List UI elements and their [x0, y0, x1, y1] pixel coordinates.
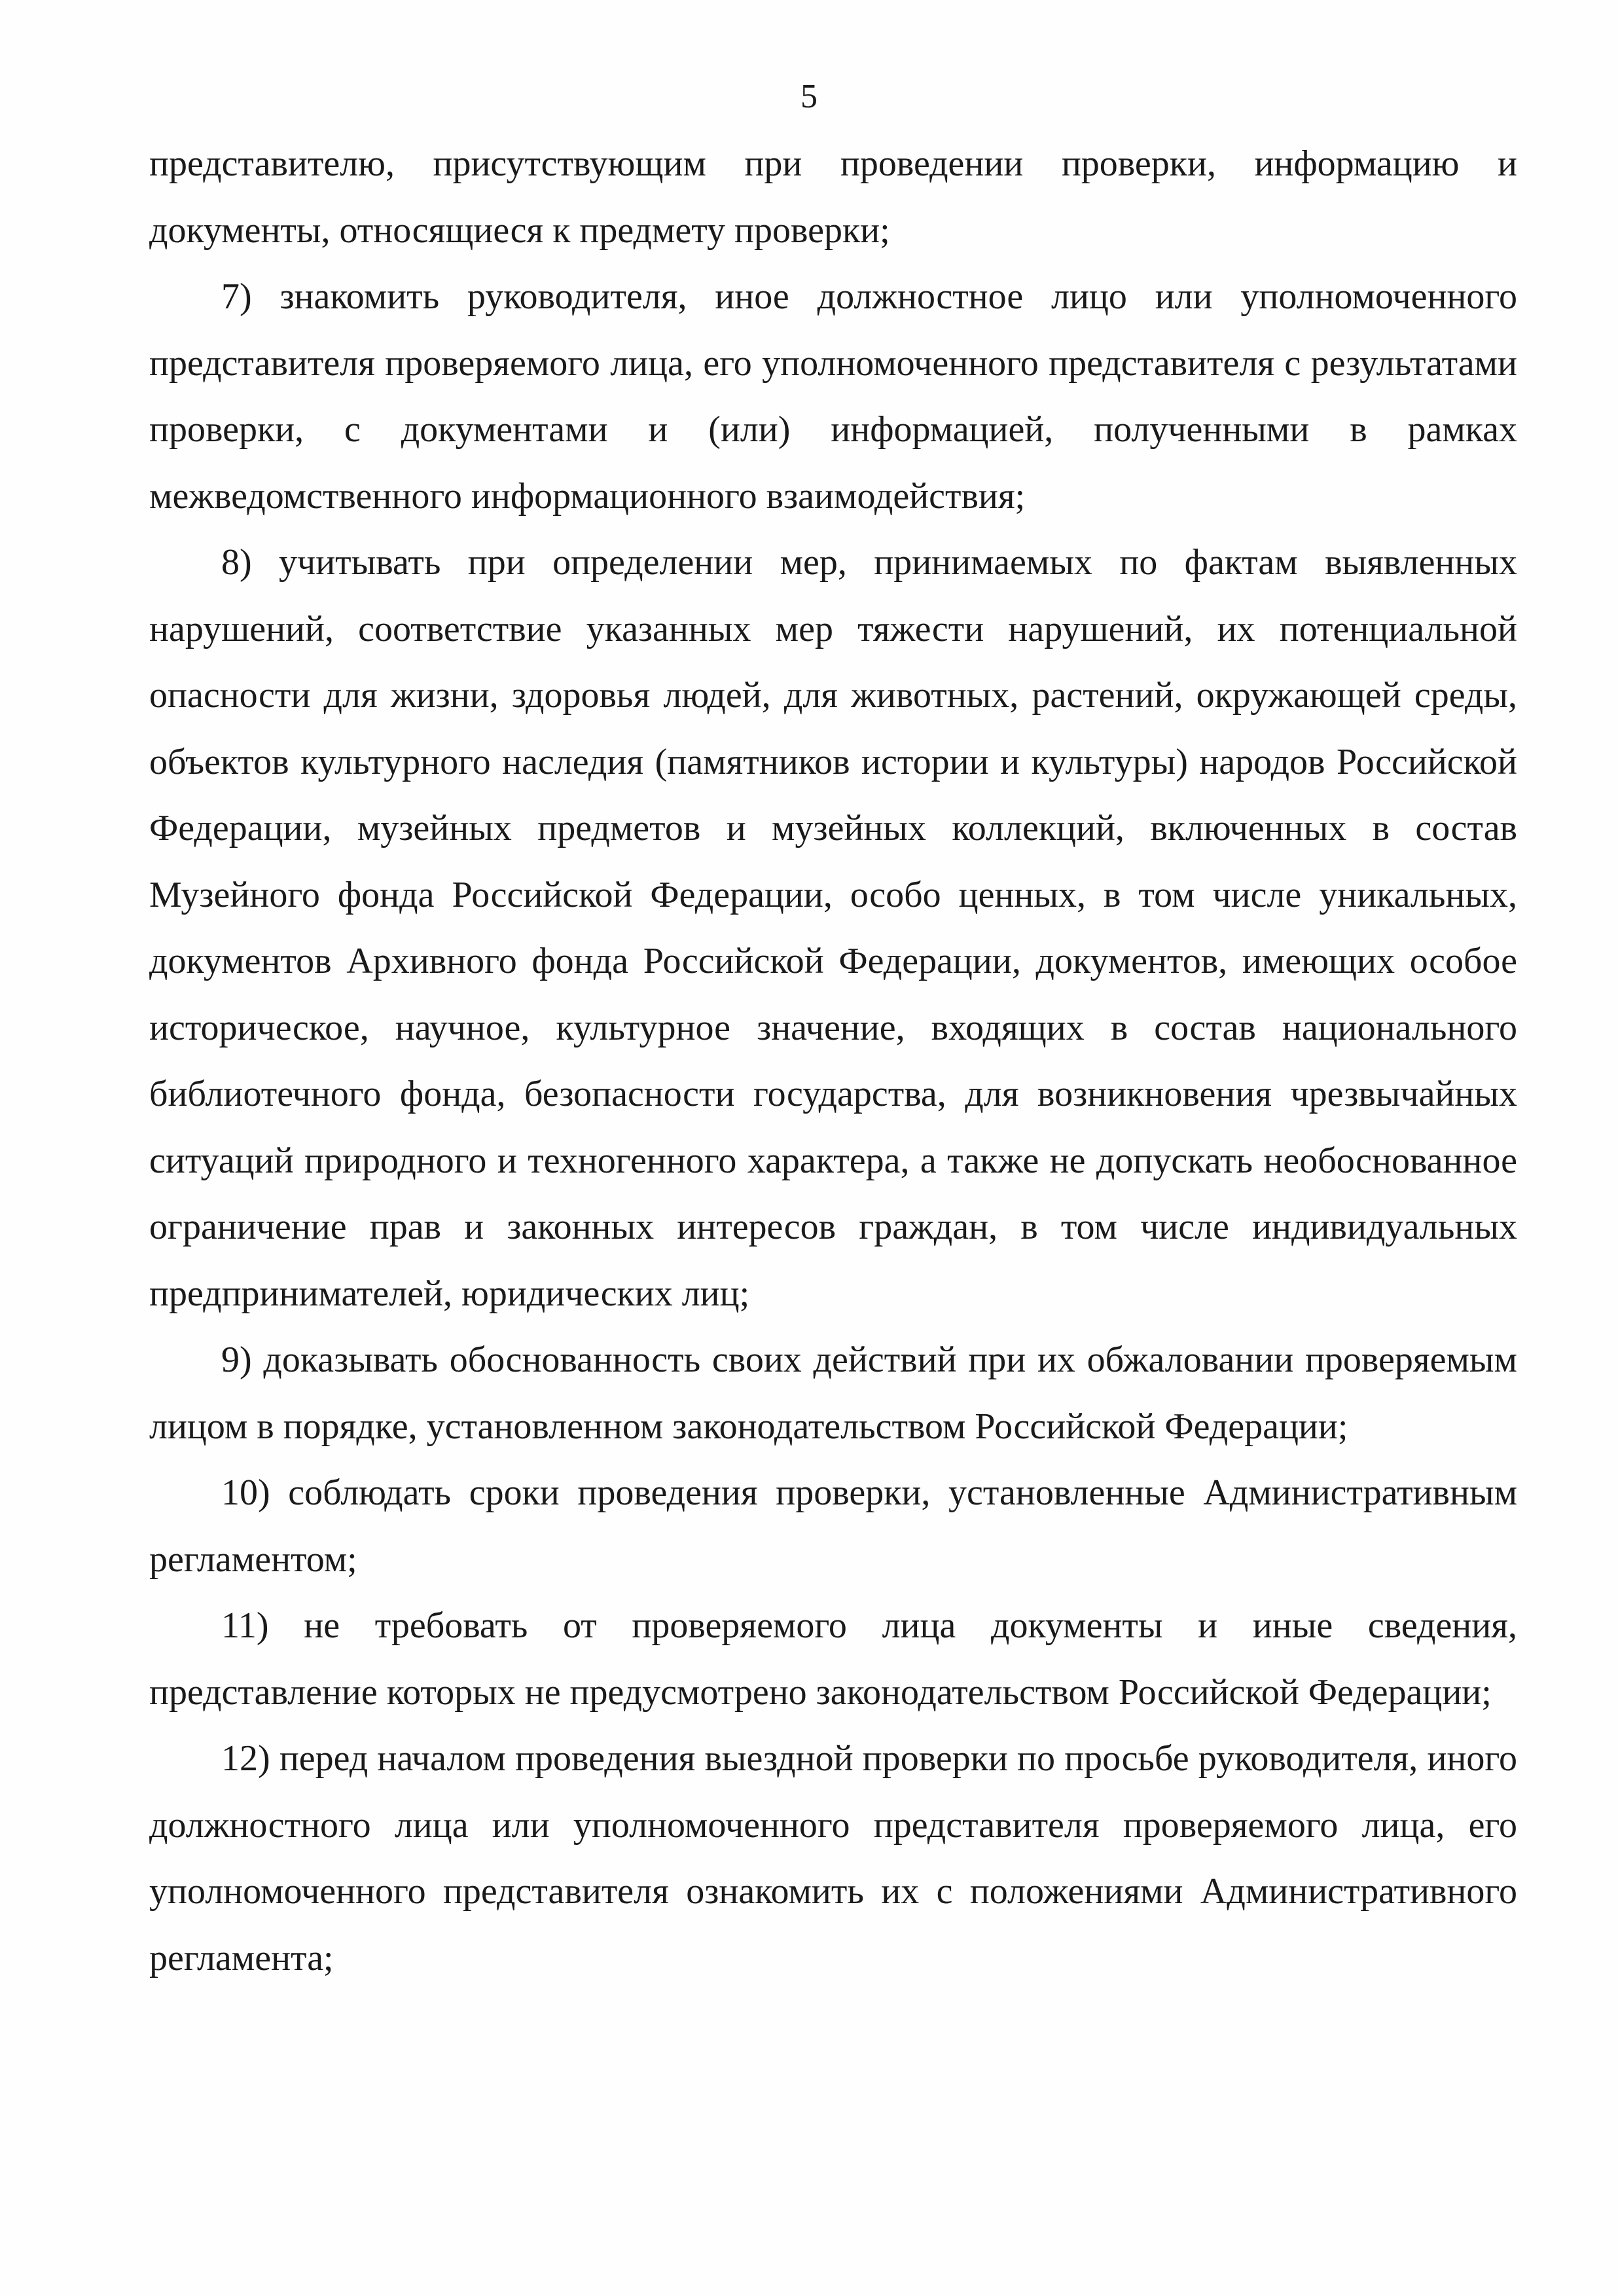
page-number: 5: [800, 78, 818, 115]
paragraph-item-10: 10) соблюдать сроки проведения проверки, установленные Административным регламентом;: [149, 1472, 1517, 1580]
paragraph-continuation: представителю, присутствующим при проведении проверки, информацию и документы, относящиеся к предмету проверки;: [149, 143, 1517, 251]
paragraph-item-11: 11) не требовать от проверяемого лица документы и иные сведения, представление которых не предусмотрено законодательством Российской Федерации;: [149, 1605, 1517, 1713]
document-body: [149, 131, 1517, 1992]
paragraph-item-7: 7) знакомить руководителя, иное должностное лицо или уполномоченного представителя проверяемого лица, его уполномоченного представителя с результатами проверки, с документами и (или) информацией, полученными в рамках межведомственного информационного взаимодействия;: [149, 276, 1517, 517]
paragraph-item-12: 12) перед началом проведения выездной проверки по просьбе руководителя, иного должностного лица или уполномоченного представителя проверяемого лица, его уполномоченного представителя ознакомить их с положениями Административного регламента;: [149, 1738, 1517, 1978]
paragraph-item-9: 9) доказывать обоснованность своих действий при их обжаловании проверяемым лицом в порядке, установленном законодательством Российской Федерации;: [149, 1339, 1517, 1447]
paragraph-item-8: 8) учитывать при определении мер, принимаемых по фактам выявленных нарушений, соответствие указанных мер тяжести нарушений, их потенциальной опасности для жизни, здоровья людей, для животных, растений, окружающей среды, объектов культурного наследия (памятников истории и культуры) народов Российской Федерации, музейных предметов и музейных коллекций, включенных в состав Музейного фонда Российской Федерации, особо ценных, в том числе уникальных, документов Архивного фонда Российской Федерации, документов, имеющих особое историческое, научное, культурное значение, входящих в состав национального библиотечного фонда, безопасности государства, для возникновения чрезвычайных ситуаций природного и техногенного характера, а также не допускать необоснованное ограничение прав и законных интересов граждан, в том числе индивидуальных предпринимателей, юридических лиц;: [149, 542, 1517, 1314]
